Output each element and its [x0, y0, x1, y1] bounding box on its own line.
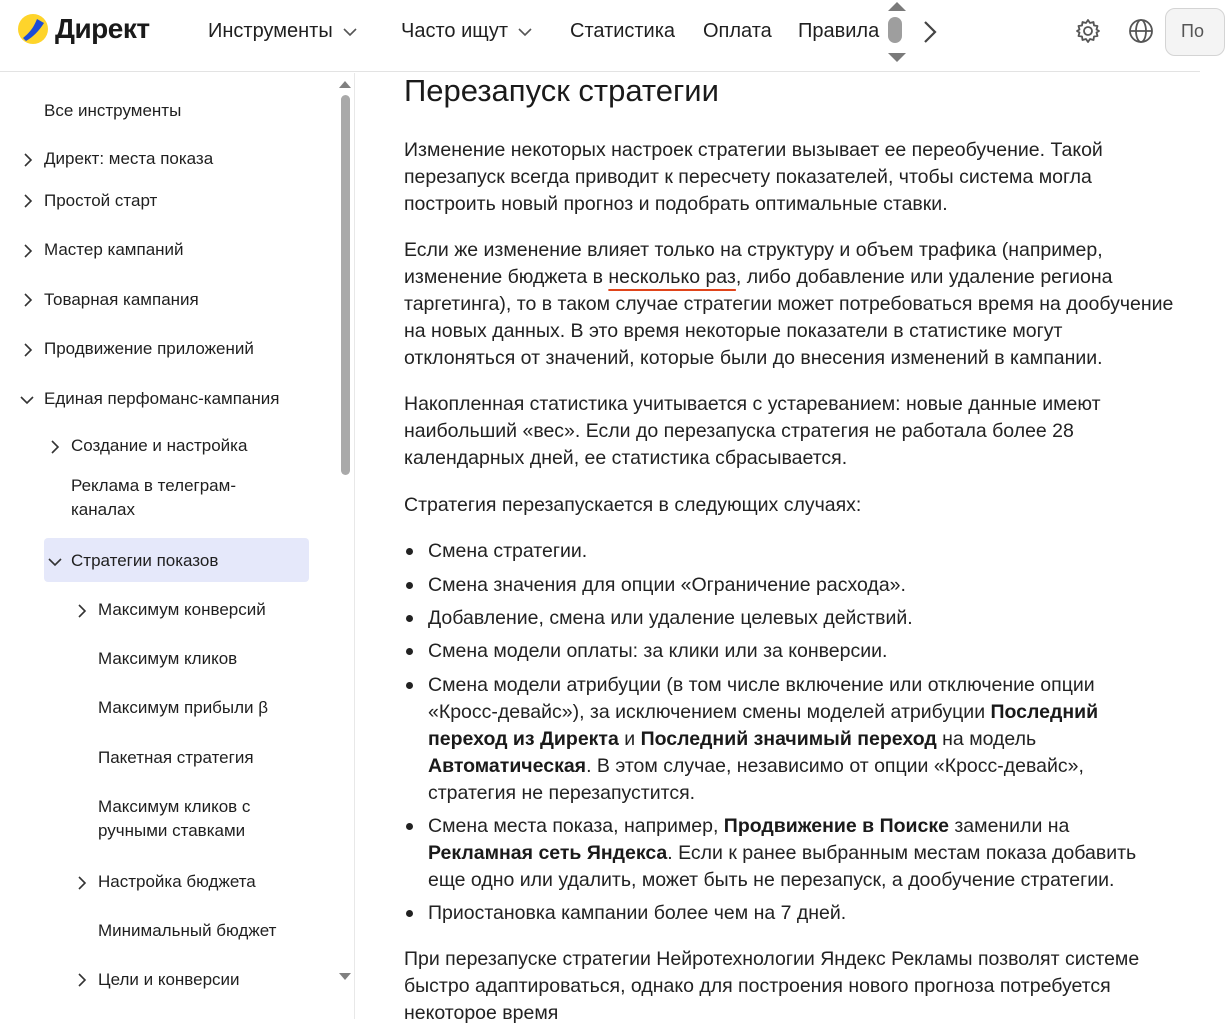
- sidebar-item-strategies[interactable]: Стратегии показов: [71, 551, 219, 570]
- bullet-marker: [406, 648, 413, 655]
- sidebar-item-create-setup[interactable]: Создание и настройка: [71, 436, 248, 455]
- sidebar-item-performance-campaign[interactable]: Единая перфоманс-кампания: [44, 389, 280, 408]
- chevron-down-icon[interactable]: [48, 555, 62, 569]
- paragraph-line: Изменение некоторых настроек стратегии вызывает ее переобучение. Такой: [404, 139, 1103, 161]
- bullet-marker: [406, 548, 413, 555]
- text-fragment: изменение бюджета в: [404, 266, 609, 288]
- chevron-right-icon[interactable]: [75, 604, 89, 618]
- nav-tools[interactable]: [208, 20, 359, 43]
- paragraph-stats-aging: [404, 391, 1101, 472]
- nav-payment-label: Оплата: [703, 20, 772, 42]
- chevron-right-icon[interactable]: [21, 293, 35, 307]
- list-item-text: Смена стратегии.: [428, 540, 588, 562]
- page-title: Перезапуск стратегии: [404, 73, 719, 108]
- paragraph-restart-cases: Стратегия перезапускается в следующих случаях:: [404, 494, 862, 516]
- sidebar-item-max-clicks-manual-line2: ручными ставками: [98, 821, 246, 840]
- list-item-text: [428, 813, 1136, 840]
- text-fragment: , либо добавление или удаление региона: [735, 266, 1113, 288]
- nav-scroll-up-icon[interactable]: [888, 2, 906, 11]
- list-item-text: стратегия не перезапустится.: [428, 782, 696, 804]
- text-fragment: . Если к ранее выбранным местам показа добавить: [667, 842, 1137, 864]
- paragraph-traffic-change: [404, 237, 1173, 372]
- sidebar-item-max-clicks-manual-line1: Максимум кликов с: [98, 797, 251, 816]
- list-item: [428, 605, 913, 632]
- chevron-right-icon[interactable]: [21, 343, 35, 357]
- paragraph-line: Накопленная статистика учитывается с устареванием: новые данные имеют: [404, 393, 1101, 415]
- paragraph-line: построить новый прогноз и подобрать оптимальные ставки.: [404, 193, 948, 215]
- nav-payment[interactable]: [703, 20, 772, 43]
- underlined-phrase: несколько раз: [608, 266, 736, 288]
- nav-scrollbar-thumb[interactable]: [888, 17, 902, 43]
- text-fragment: на модель: [936, 728, 1037, 750]
- header-action-button[interactable]: По: [1165, 8, 1225, 56]
- sidebar-item-simple-start[interactable]: Простой старт: [44, 191, 158, 210]
- sidebar-item-app-promotion[interactable]: Продвижение приложений: [44, 339, 254, 358]
- sidebar-item-package-strategy[interactable]: Пакетная стратегия: [98, 748, 254, 767]
- list-item: [428, 813, 1136, 894]
- bullet-marker: [406, 910, 413, 917]
- sidebar-scrollbar-thumb[interactable]: [341, 95, 350, 475]
- text-fragment: заменили на: [948, 815, 1070, 837]
- list-item-text: Добавление, смена или удаление целевых действий.: [428, 607, 913, 629]
- bullet-marker: [406, 682, 413, 689]
- chevron-right-icon[interactable]: [21, 244, 35, 258]
- sidebar-item-min-budget[interactable]: Минимальный бюджет: [98, 921, 277, 940]
- bold-phrase: Продвижение в Поиске: [723, 815, 949, 837]
- sidebar-item-all-tools[interactable]: Все инструменты: [44, 101, 182, 120]
- list-item-text: [428, 699, 1098, 726]
- bold-phrase: Последний значимый переход: [640, 728, 937, 750]
- sidebar-item-max-clicks-manual[interactable]: [98, 795, 250, 843]
- sidebar-item-max-conversions[interactable]: Максимум конверсий: [98, 600, 266, 619]
- chevron-right-icon[interactable]: [48, 440, 62, 454]
- bold-phrase: Рекламная сеть Яндекса: [428, 842, 668, 864]
- list-item: [428, 638, 887, 665]
- sidebar-item-telegram-ads[interactable]: [71, 474, 236, 522]
- list-item-text: Смена модели атрибуции (в том числе включение или отключение опции: [428, 674, 1095, 696]
- chevron-right-icon[interactable]: [21, 194, 35, 208]
- chevron-right-icon[interactable]: [918, 18, 942, 46]
- sidebar-item-max-profit[interactable]: Максимум прибыли β: [98, 698, 269, 717]
- paragraph-line: отклоняться от значений, которые были до внесения изменений в кампании.: [404, 347, 1103, 369]
- nav-scroll-down-icon[interactable]: [888, 53, 906, 62]
- direct-logo[interactable]: [17, 12, 150, 46]
- list-item-text: [428, 726, 1098, 753]
- list-item-text: Смена значения для опции «Ограничение расхода».: [428, 574, 906, 596]
- list-item-text: Смена модели оплаты: за клики или за конверсии.: [428, 640, 888, 662]
- paragraph-line: быстро адаптироваться, однако для построения нового прогноза потребуется: [404, 975, 1111, 997]
- bullet-marker: [406, 615, 413, 622]
- chevron-down-icon: [341, 23, 359, 41]
- bold-phrase: Последний: [990, 701, 1099, 723]
- nav-rules-label: Правила: [798, 20, 880, 42]
- chevron-right-icon[interactable]: [75, 973, 89, 987]
- chevron-down-icon[interactable]: [20, 393, 34, 407]
- sidebar-item-placements[interactable]: Директ: места показа: [44, 149, 214, 168]
- paragraph-neurotech: [404, 946, 1139, 1027]
- list-item: [428, 538, 587, 565]
- list-item: [428, 572, 906, 599]
- bullet-marker: [406, 823, 413, 830]
- nav-popular-label: Часто ищут: [401, 20, 509, 42]
- list-item: [428, 672, 1098, 807]
- logo-text: Директ: [55, 13, 150, 44]
- list-item-text: Приостановка кампании более чем на 7 дней.: [428, 902, 847, 924]
- nav-tools-label: Инструменты: [208, 20, 333, 42]
- list-item: [428, 900, 846, 927]
- sidebar-item-product-campaign[interactable]: Товарная кампания: [44, 290, 199, 309]
- text-fragment: «Кросс-девайс»), за исключением смены моделей атрибуции: [428, 701, 991, 723]
- sidebar-item-campaign-master[interactable]: Мастер кампаний: [44, 240, 184, 259]
- nav-statistics-label: Статистика: [570, 20, 676, 42]
- sidebar-nav: [0, 73, 355, 1019]
- chevron-down-icon: [516, 23, 534, 41]
- nav-popular[interactable]: [401, 20, 534, 43]
- text-fragment: Смена места показа, например,: [428, 815, 724, 837]
- chevron-right-icon[interactable]: [75, 876, 89, 890]
- text-fragment: . В этом случае, независимо от опции «Кросс-девайс»,: [586, 755, 1084, 777]
- bold-phrase: Автоматическая: [428, 755, 587, 777]
- paragraph-line: [404, 264, 1173, 291]
- nav-rules[interactable]: [798, 20, 879, 43]
- paragraph-line: на новых данных. В это время некоторые показатели в статистике могут: [404, 320, 1063, 342]
- sidebar-item-telegram-line2: каналах: [71, 500, 135, 519]
- bold-phrase: переход из Директа: [428, 728, 619, 750]
- paragraph-line: наибольший «вес». Если до перезапуска стратегия не работала более 28: [404, 420, 1074, 442]
- nav-statistics[interactable]: [570, 20, 675, 43]
- list-item-text: [428, 840, 1136, 867]
- globe-icon[interactable]: [1127, 17, 1155, 45]
- sidebar-item-telegram-line1: Реклама в телеграм-: [71, 476, 236, 495]
- top-header: [0, 0, 1204, 72]
- list-item-text: еще одно или удалить, может быть не перезапуск, а дообучение стратегии.: [428, 869, 1115, 891]
- sidebar-item-goals-conversions[interactable]: Цели и конверсии: [98, 970, 240, 989]
- text-fragment: и: [618, 728, 641, 750]
- bullet-marker: [406, 582, 413, 589]
- paragraph-line: таргетинга), то в таком случае стратегии может потребоваться время на дообучение: [404, 293, 1174, 315]
- chevron-right-icon[interactable]: [21, 153, 35, 167]
- paragraph-line: Если же изменение влияет только на структуру и объем трафика (например,: [404, 239, 1103, 261]
- paragraph-line: При перезапуске стратегии Нейротехнологии Яндекс Рекламы позволят системе: [404, 948, 1140, 970]
- list-item-text: [428, 753, 1098, 780]
- paragraph-line: календарных дней, ее статистика сбрасывается.: [404, 447, 848, 469]
- sidebar-item-budget-setup[interactable]: Настройка бюджета: [98, 872, 256, 891]
- sidebar-item-max-clicks[interactable]: Максимум кликов: [98, 649, 238, 668]
- sidebar-scroll-up-icon[interactable]: [339, 81, 351, 88]
- paragraph-line: некоторое время: [404, 1002, 559, 1024]
- paragraph-line: перезапуск всегда приводит к пересчету показателей, чтобы система могла: [404, 166, 1092, 188]
- gear-icon[interactable]: [1074, 17, 1102, 45]
- direct-logo-mark-icon: [17, 13, 49, 45]
- sidebar-scroll-down-icon[interactable]: [339, 973, 351, 980]
- paragraph-intro: [404, 137, 1103, 218]
